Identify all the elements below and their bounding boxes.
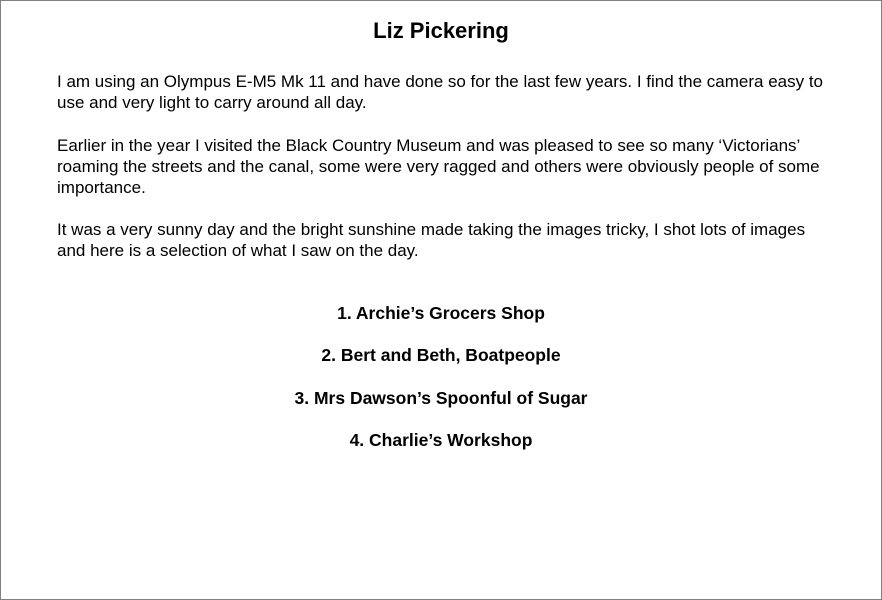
list-item: 1. Archie’s Grocers Shop (337, 303, 545, 323)
paragraph-sunny-day: It was a very sunny day and the bright sunshine made taking the images tricky, I shot lots of images and here is a selection of what I saw on the day. (57, 220, 806, 260)
paragraph-camera: I am using an Olympus E-M5 Mk 11 and have done so for the last few years. I find the camera easy to use and very light to carry around all day. (57, 72, 824, 112)
list-item: 2. Bert and Beth, Boatpeople (321, 345, 561, 366)
image-title-list (1, 301, 881, 470)
document-title: Liz Pickering (373, 18, 509, 43)
paragraph-museum-visit: Earlier in the year I visited the Black Country Museum and was pleased to see so many ‘Victorians’ roaming the streets and the canal, some were very ragged and others were obviously people of some importance. (57, 136, 820, 197)
list-item: 3. Mrs Dawson’s Spoonful of Sugar (294, 387, 588, 408)
list-item: 4. Charlie’s Workshop (349, 429, 533, 450)
